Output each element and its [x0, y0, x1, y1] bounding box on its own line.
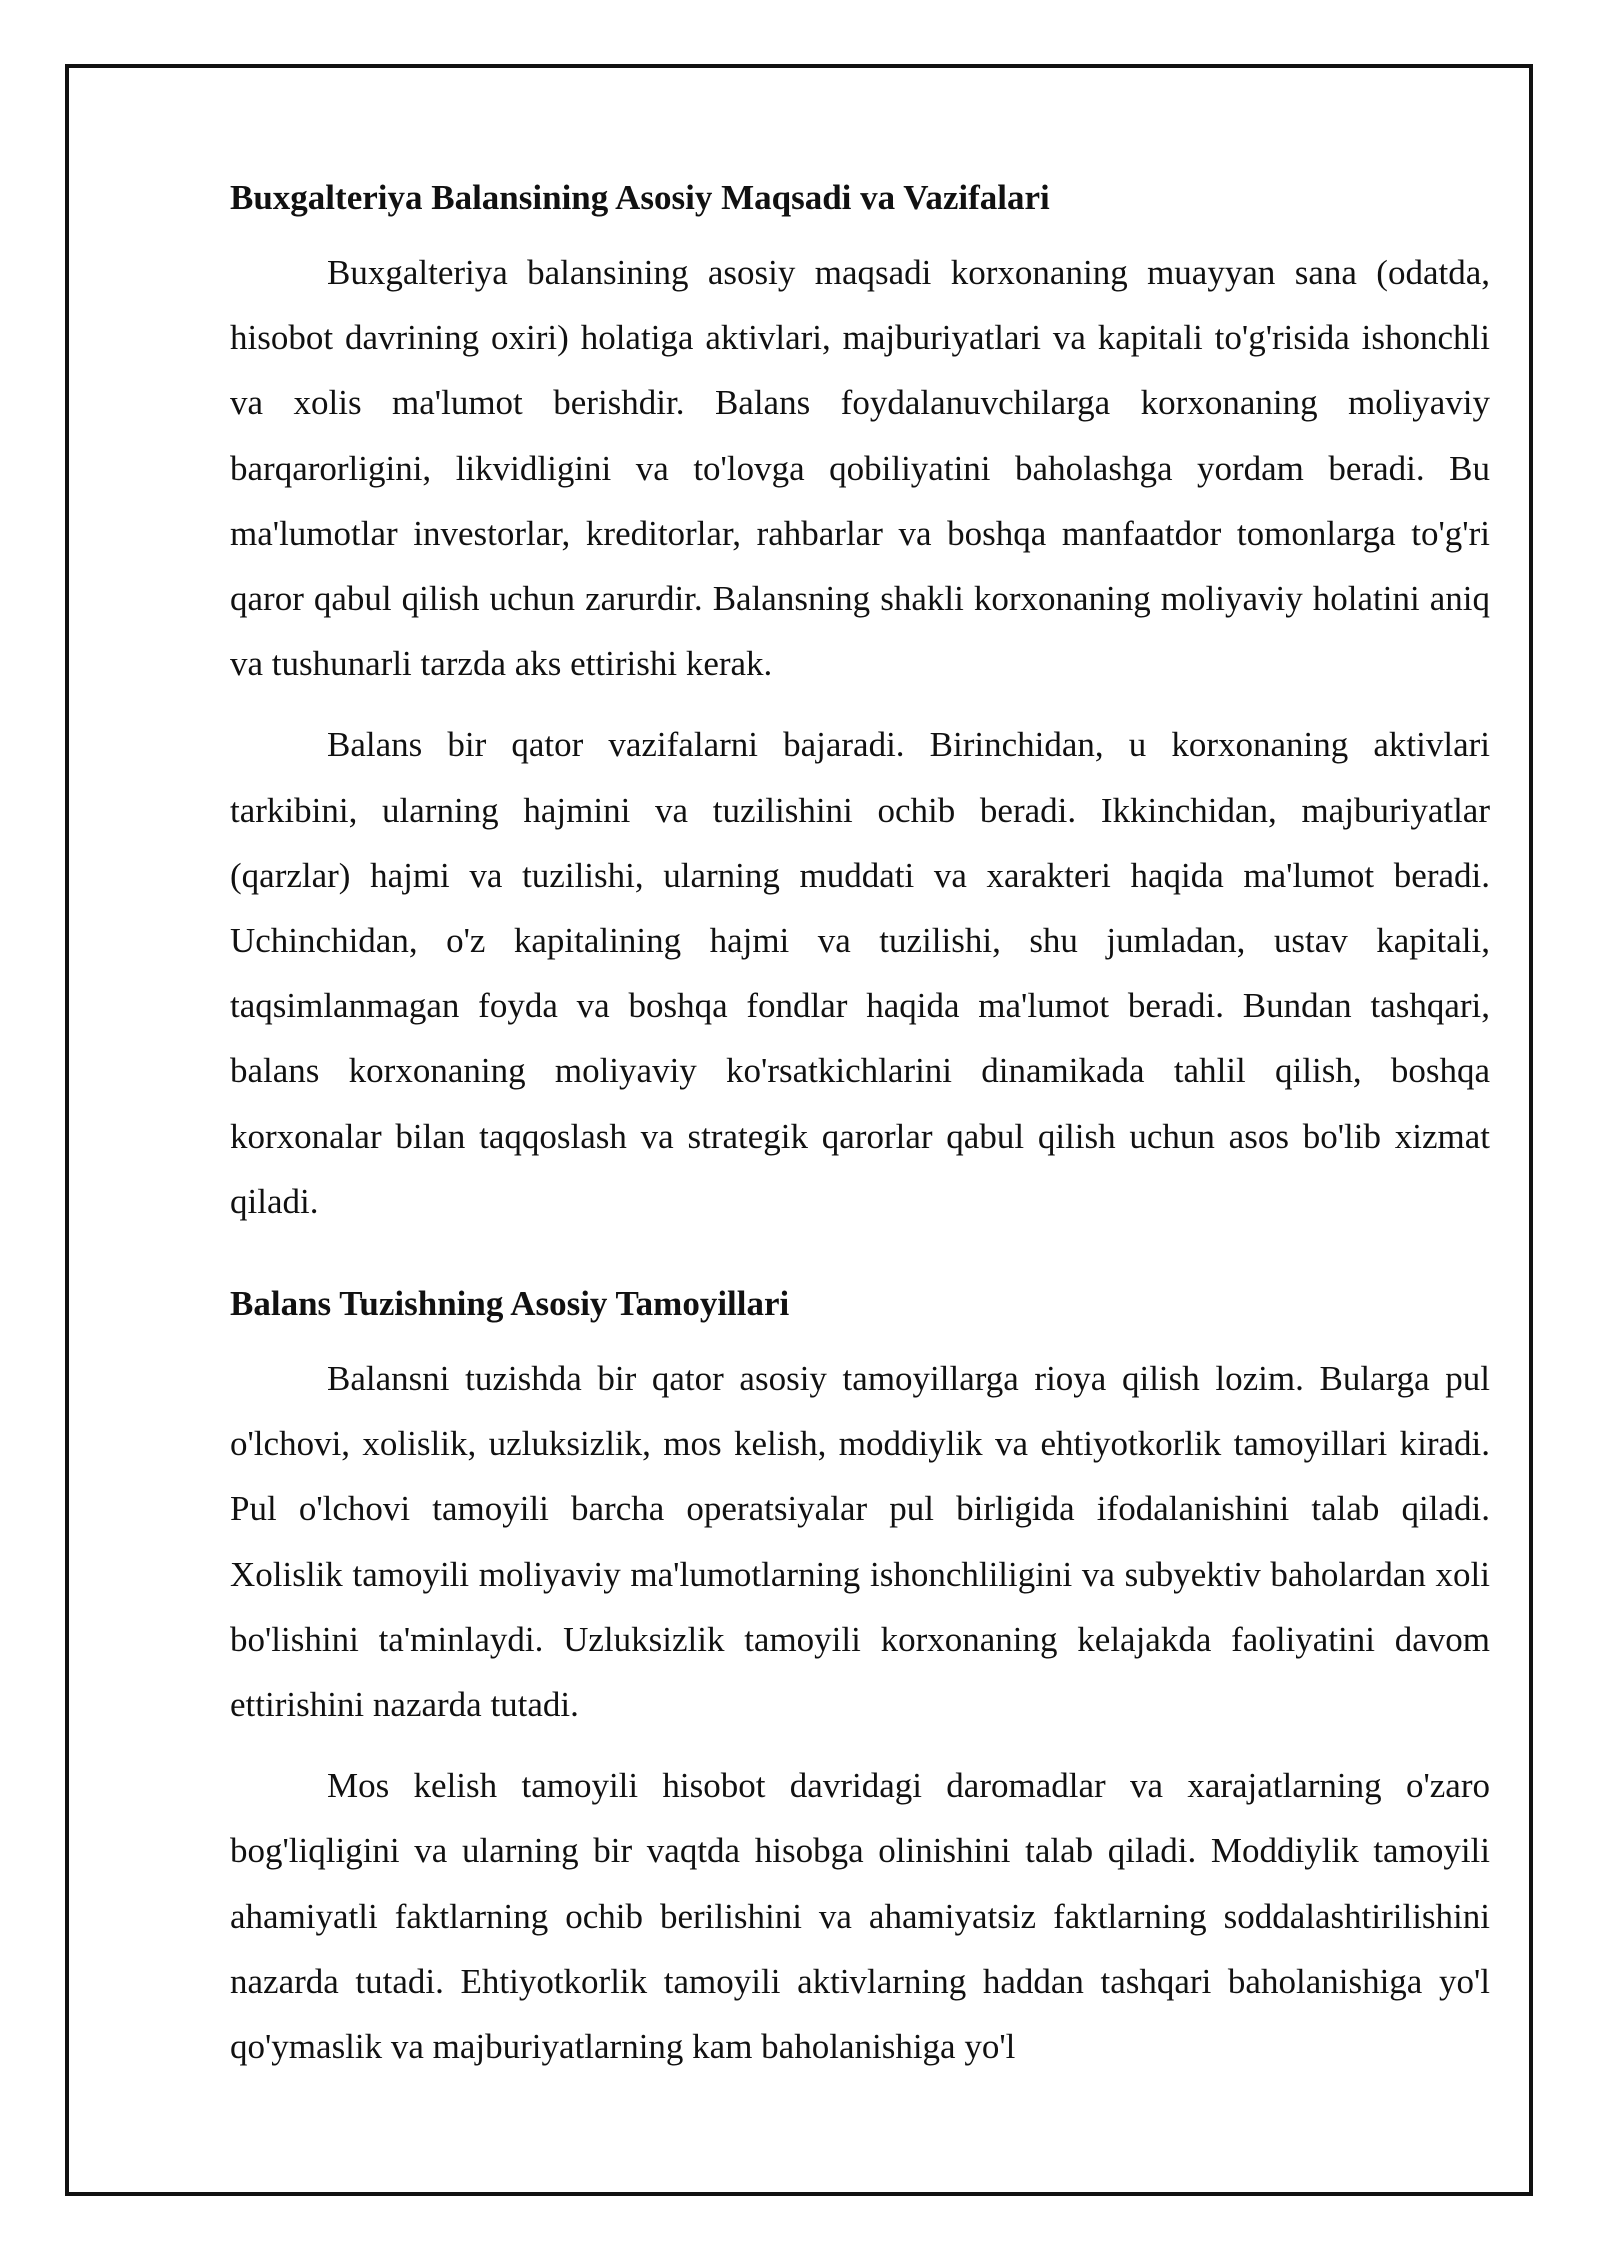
paragraph-vazifalar: Balans bir qator vazifalarni bajaradi. Birinchidan, u korxonaning aktivlari tarkibini, ularning hajmini va tuzilishini ochib beradi. Ikkinchidan, majburiyatlar (qarzlar) hajmi va tuzilishi, ularning muddati va xarakteri haqida ma'lumot beradi. Uchinchidan, o'z kapitalining hajmi va tuzilishi, shu jumladan, ustav kapitali, taqsimlanmagan foyda va boshqa fondlar haqida ma'lumot beradi. Bundan tashqari, balans korxonaning moliyaviy ko'rsatkichlarini dinamikada tahlil qilish, boshqa korxonalar bilan taqqoslash va strategik qarorlar qabul qilish uchun asos bo'lib xizmat qiladi.	[230, 725, 1490, 1221]
section-heading-tamoyillar: Balans Tuzishning Asosiy Tamoyillari	[230, 1284, 790, 1324]
paragraph-mos-kelish: Mos kelish tamoyili hisobot davridagi daromadlar va xarajatlarning o'zaro bog'liqligini va ularning bir vaqtda hisobga olinishini talab qiladi. Moddiylik tamoyili ahamiyatli faktlarning ochib berilishini va ahamiyatsiz faktlarning soddalashtirilishini nazarda tutadi. Ehtiyotkorlik tamoyili aktivlarning haddan tashqari baholanishiga yo'l qo'ymaslik va majburiyatlarning kam baholanishiga yo'l	[230, 1766, 1490, 2067]
paragraph-maqsad: Buxgalteriya balansining asosiy maqsadi korxonaning muayyan sana (odatda, hisobot davrining oxiri) holatiga aktivlari, majburiyatlari va kapitali to'g'risida ishonchli va xolis ma'lumot berishdir. Balans foydalanuvchilarga korxonaning moliyaviy barqarorligini, likvidligini va to'lovga qobiliyatini baholashga yordam beradi. Bu ma'lumotlar investorlar, kreditorlar, rahbarlar va boshqa manfaatdor tomonlarga to'g'ri qaror qabul qilish uchun zarurdir. Balansning shakli korxonaning moliyaviy holatini aniq va tushunarli tarzda aks ettirishi kerak.	[230, 253, 1490, 684]
paragraph-tamoyillar-intro: Balansni tuzishda bir qator asosiy tamoyillarga rioya qilish lozim. Bularga pul o'lchovi, xolislik, uzluksizlik, mos kelish, moddiylik va ehtiyotkorlik tamoyillari kiradi. Pul o'lchovi tamoyili barcha operatsiyalar pul birligida ifodalanishini talab qiladi. Xolislik tamoyili moliyaviy ma'lumotlarning ishonchliligini va subyektiv baholardan xoli bo'lishini ta'minlaydi. Uzluksizlik tamoyili korxonaning kelajakda faoliyatini davom ettirishini nazarda tutadi.	[230, 1359, 1490, 1725]
section-heading-maqsad: Buxgalteriya Balansining Asosiy Maqsadi va Vazifalari	[230, 178, 1050, 217]
document-body	[230, 170, 1490, 2095]
